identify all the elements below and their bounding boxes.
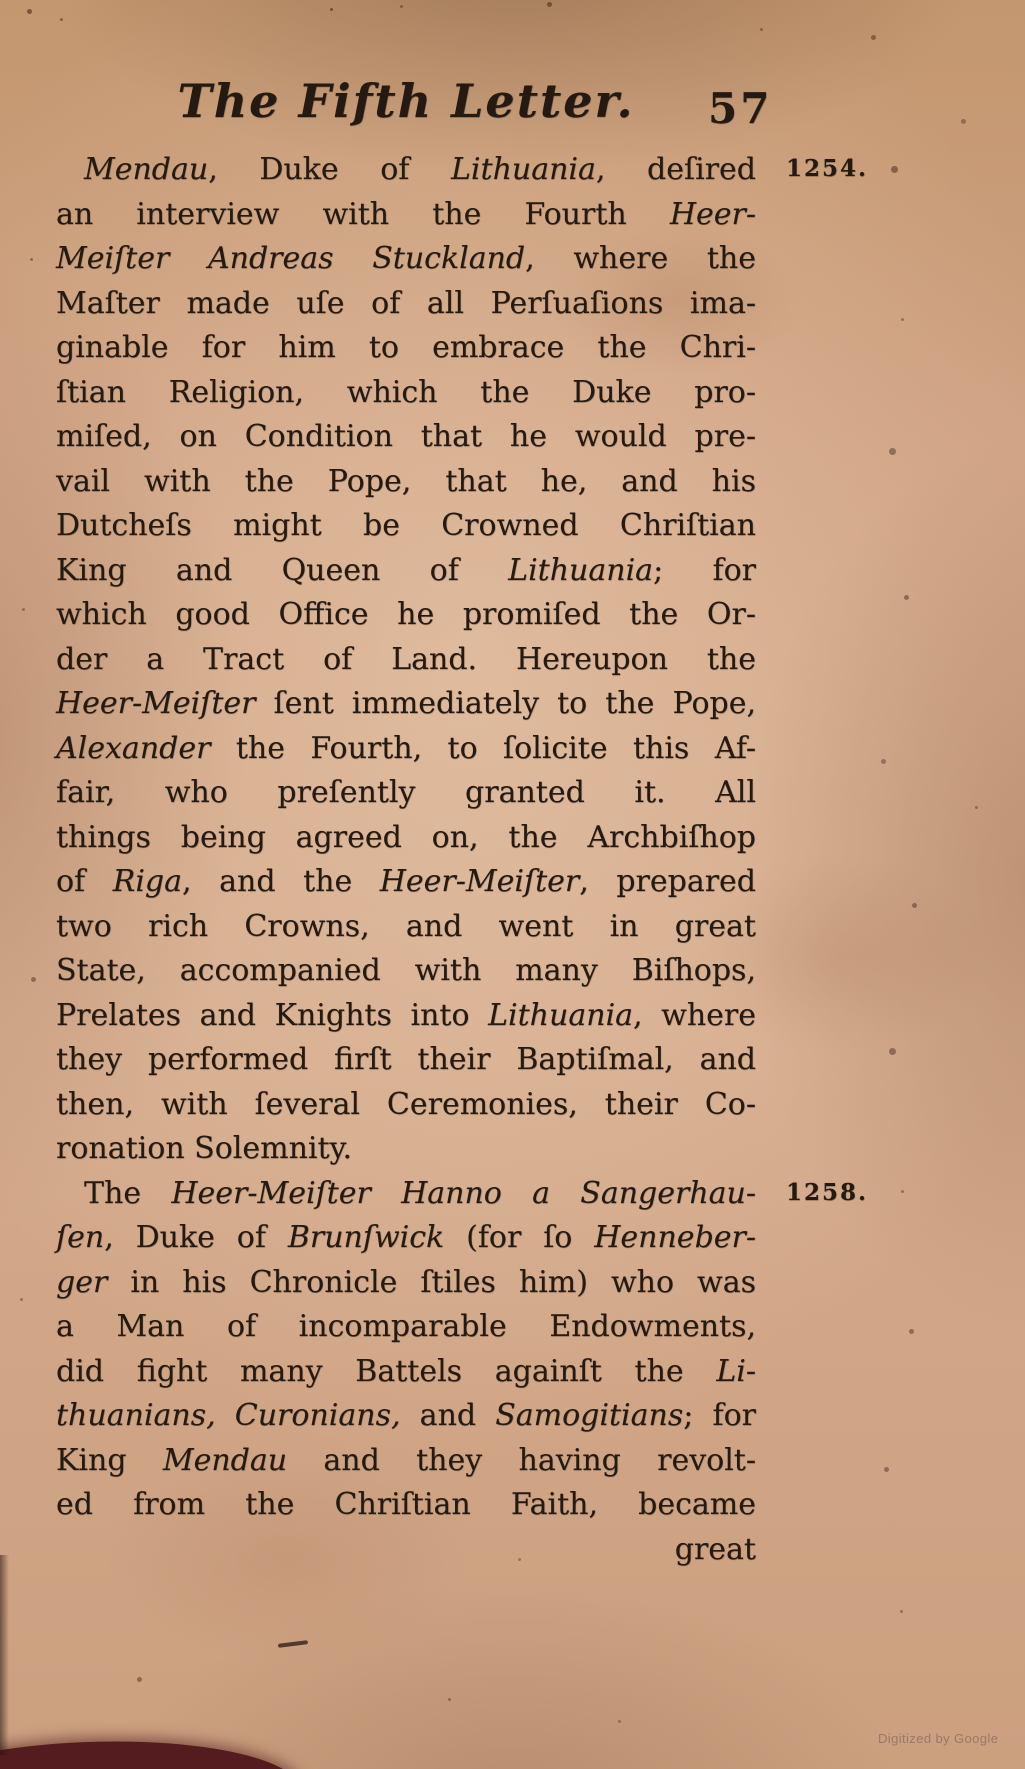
- margin-year-note: 1254.: [786, 155, 869, 182]
- text-line: [56, 816, 756, 861]
- text-line: [56, 905, 756, 950]
- text-segment: The: [84, 1175, 172, 1211]
- text-segment: Li-: [716, 1353, 756, 1389]
- text-segment: did fight many Battels againſt the: [56, 1353, 717, 1389]
- text-segment: ſen: [56, 1220, 105, 1255]
- text-segment: der a Tract of Land. Hereupon the: [56, 641, 756, 677]
- text-segment: Lithuania: [488, 997, 634, 1033]
- text-line: [56, 1261, 756, 1306]
- text-segment: Mendau: [84, 152, 209, 187]
- text-line-content: [56, 553, 756, 588]
- text-line: [56, 1172, 756, 1217]
- text-line-content: [56, 597, 756, 632]
- text-line: [56, 994, 756, 1039]
- text-line-content: [56, 1131, 352, 1166]
- text-line: [56, 1394, 756, 1439]
- text-segment: Maſter made uſe of all Perſuaſions ima-: [56, 285, 756, 321]
- text-segment: ed from the Chriſtian Faith, became: [56, 1487, 756, 1522]
- text-line: [56, 1483, 756, 1528]
- page-edge-shadow: [0, 1555, 9, 1755]
- ink-dash-mark: [278, 1640, 308, 1648]
- text-segment: , Duke of: [104, 1220, 288, 1255]
- text-line: [56, 1216, 756, 1261]
- text-line: [56, 282, 756, 327]
- text-segment: , Duke of: [208, 152, 451, 187]
- text-segment: Lithuania: [451, 152, 596, 187]
- text-segment: , prepared: [579, 864, 757, 899]
- paper-specks: [0, 0, 3, 3]
- text-line: [56, 1127, 756, 1172]
- text-line-content: [56, 731, 756, 766]
- text-line-content: [56, 1487, 756, 1522]
- text-line: [56, 1439, 756, 1484]
- text-segment: Mendau: [162, 1442, 288, 1478]
- text-line: [56, 949, 756, 994]
- text-segment: ginable for him to embrace the Chri-: [56, 330, 756, 365]
- text-line: [56, 771, 756, 816]
- text-line-content: [56, 686, 756, 721]
- digitization-watermark: Digitized by Google: [878, 1731, 999, 1746]
- text-segment: Alexander: [56, 730, 211, 766]
- text-line-content: [56, 820, 756, 855]
- text-line-content: [56, 864, 756, 899]
- page-header: [56, 74, 756, 128]
- text-line-content: [56, 1220, 756, 1255]
- text-segment: Heer-Meiſter: [379, 864, 580, 899]
- text-segment: Dutcheſs might be Crowned Chriſtian: [56, 508, 756, 543]
- text-segment: , where the: [525, 241, 756, 276]
- text-line: [56, 860, 756, 905]
- text-line-content: [56, 375, 756, 410]
- text-segment: ſtian Religion, which the Duke pro-: [56, 374, 756, 410]
- text-segment: thuanians, Curonians,: [56, 1398, 401, 1433]
- text-segment: of: [56, 864, 113, 899]
- text-segment: ſent immediately to the Pope,: [255, 686, 756, 721]
- text-line: [56, 593, 756, 638]
- text-line: [56, 1350, 756, 1395]
- text-line-content: [56, 286, 756, 321]
- text-segment: miſed, on Condition that he would pre-: [56, 419, 756, 454]
- text-line-content: [56, 909, 756, 944]
- text-segment: and: [400, 1398, 496, 1433]
- text-segment: they performed firſt their Baptiſmal, and: [56, 1042, 756, 1077]
- text-segment: Prelates and Knights into: [56, 997, 489, 1033]
- text-line-content: [56, 642, 756, 677]
- text-segment: a Man of incomparable Endowments,: [56, 1309, 756, 1344]
- text-segment: Heer-Meiſter: [56, 686, 256, 721]
- text-segment: Meiſter Andreas Stuckland: [56, 241, 526, 276]
- text-line-content: [56, 953, 756, 988]
- text-segment: , and the: [182, 864, 380, 899]
- text-line-content: [56, 775, 756, 810]
- page-title: The Fifth Letter.: [177, 74, 635, 128]
- text-segment: (for ſo: [444, 1220, 595, 1255]
- text-line-content: [56, 330, 756, 365]
- text-line: [56, 682, 756, 727]
- text-segment: ronation Solemnity.: [56, 1131, 353, 1166]
- text-segment: Lithuania: [508, 552, 654, 588]
- text-line-content: [56, 1398, 756, 1433]
- text-block: [56, 148, 756, 1572]
- text-segment: the Fourth, to ſolicite this Af-: [210, 730, 756, 766]
- text-segment: fair, who preſently granted it. All: [56, 775, 756, 810]
- text-segment: Henneber-: [594, 1220, 756, 1255]
- text-line-content: [56, 197, 756, 232]
- text-line: [56, 549, 756, 594]
- text-line-content: [56, 1354, 756, 1389]
- text-line-content: [56, 1087, 756, 1122]
- text-line: [56, 193, 756, 238]
- text-segment: things being agreed on, the Archbiſhop: [56, 819, 756, 855]
- text-segment: King: [56, 1442, 163, 1478]
- text-line-content: [84, 152, 756, 187]
- text-segment: ; for: [653, 552, 756, 588]
- page-number: 57: [708, 84, 773, 133]
- text-line: [56, 727, 756, 772]
- text-segment: and they having revolt-: [287, 1442, 756, 1478]
- text-segment: State, accompanied with many Biſhops,: [56, 953, 756, 988]
- text-segment: two rich Crowns, and went in great: [56, 908, 756, 944]
- text-segment: , where: [633, 997, 756, 1033]
- text-line-content: [56, 1443, 756, 1478]
- text-line: [56, 1038, 756, 1083]
- text-line: [56, 326, 756, 371]
- text-line-content: [56, 464, 756, 499]
- binding-shadow: [0, 1735, 302, 1769]
- text-line: [56, 148, 756, 193]
- text-line-content: [56, 998, 756, 1033]
- text-line: [56, 504, 756, 549]
- text-line: [56, 1083, 756, 1128]
- text-segment: ger: [56, 1264, 108, 1300]
- text-segment: Samogitians: [495, 1398, 684, 1433]
- text-line-content: [84, 1176, 756, 1211]
- text-segment: ; for: [683, 1398, 756, 1433]
- text-line-content: [56, 1265, 756, 1300]
- text-line: [56, 460, 756, 505]
- text-line-content: [56, 508, 756, 543]
- text-line-content: [56, 241, 756, 276]
- text-line: [56, 415, 756, 460]
- text-segment: vail with the Pope, that he, and his: [56, 463, 756, 499]
- text-segment: an interview with the Fourth: [56, 196, 670, 232]
- text-segment: Heer-Meiſter Hanno a Sangerhau-: [171, 1175, 756, 1211]
- text-segment: Brunſwick: [287, 1220, 445, 1255]
- text-line-content: [56, 1309, 756, 1344]
- text-segment: which good Office he promiſed the Or-: [56, 597, 756, 632]
- text-line: [56, 237, 756, 282]
- text-segment: Riga: [112, 864, 183, 899]
- text-line: [56, 638, 756, 683]
- text-line: [56, 1305, 756, 1350]
- text-line-content: [56, 1042, 756, 1077]
- text-segment: in his Chronicle ſtiles him) who was: [107, 1264, 756, 1300]
- text-segment: , deſired: [595, 152, 756, 187]
- text-segment: King and Queen of: [56, 552, 509, 588]
- catchword: great: [674, 1531, 756, 1567]
- margin-year-note: 1258.: [786, 1178, 869, 1206]
- text-segment: Heer-: [669, 196, 756, 232]
- text-segment: then, with ſeveral Ceremonies, their Co-: [56, 1086, 756, 1122]
- text-line-content: [56, 419, 756, 454]
- text-line: [56, 371, 756, 416]
